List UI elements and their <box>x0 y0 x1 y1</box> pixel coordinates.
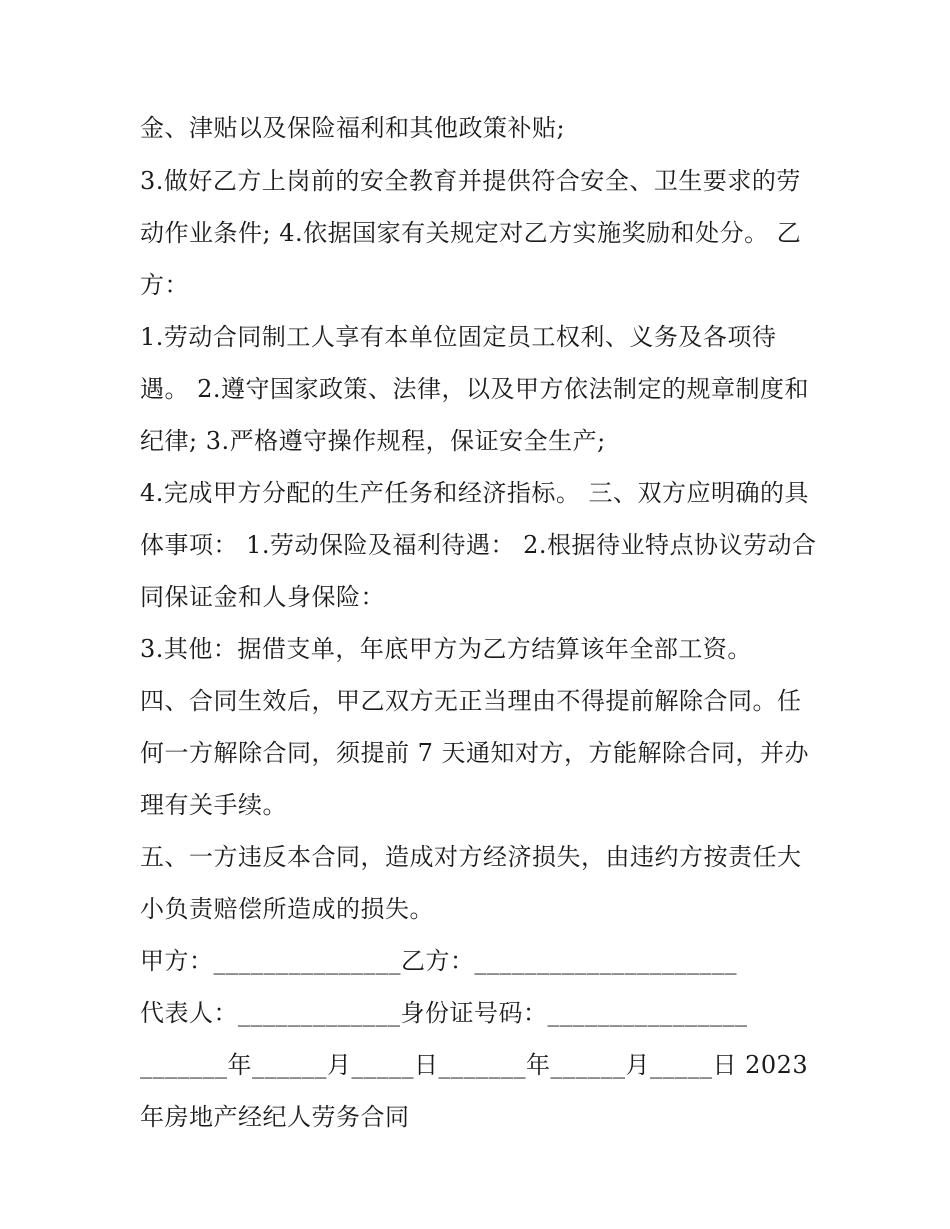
text-line: 遇。 2.遵守国家政策、法律，以及甲方依法制定的规章制度和 <box>140 375 810 403</box>
text-line: 小负责赔偿所造成的损失。 <box>140 895 434 923</box>
text-line: 何一方解除合同，须提前 7 天通知对方，方能解除合同，并办 <box>140 739 810 767</box>
next-document-title: 年房地产经纪人劳务合同 <box>140 1103 410 1131</box>
text-line: 3.做好乙方上岗前的安全教育并提供符合安全、卫生要求的劳 <box>140 167 801 195</box>
text-line: 纪律; 3.严格遵守操作规程，保证安全生产; <box>140 427 606 455</box>
text-line: 4.完成甲方分配的生产任务和经济指标。 三、双方应明确的具 <box>140 479 810 507</box>
text-line: 金、津贴以及保险福利和其他政策补贴; <box>140 114 566 142</box>
text-line: 理有关手续。 <box>140 791 287 819</box>
text-line: 1.劳动合同制工人享有本单位固定员工权利、义务及各项待 <box>140 323 777 351</box>
signature-line-representative: 代表人：_____________身份证号码：________________ <box>140 999 748 1027</box>
text-line: 体事项： 1.劳动保险及福利待遇： 2.根据待业特点协议劳动合 <box>140 531 817 559</box>
signature-line-parties: 甲方：_______________乙方：_____________________ <box>140 947 737 975</box>
text-line: 动作业条件; 4.依据国家有关规定对乙方实施奖励和处分。 乙 <box>140 219 802 247</box>
text-line: 方： <box>140 271 189 299</box>
text-line: 同保证金和人身保险： <box>140 583 385 611</box>
text-line: 3.其他：据借支单，年底甲方为乙方结算该年全部工资。 <box>140 635 752 663</box>
signature-line-dates: _______年______月_____日_______年______月_____日 2023 <box>140 1051 809 1079</box>
text-line: 五、一方违反本合同，造成对方经济损失，由违约方按责任大 <box>140 843 802 871</box>
text-line: 四、合同生效后，甲乙双方无正当理由不得提前解除合同。任 <box>140 687 802 715</box>
